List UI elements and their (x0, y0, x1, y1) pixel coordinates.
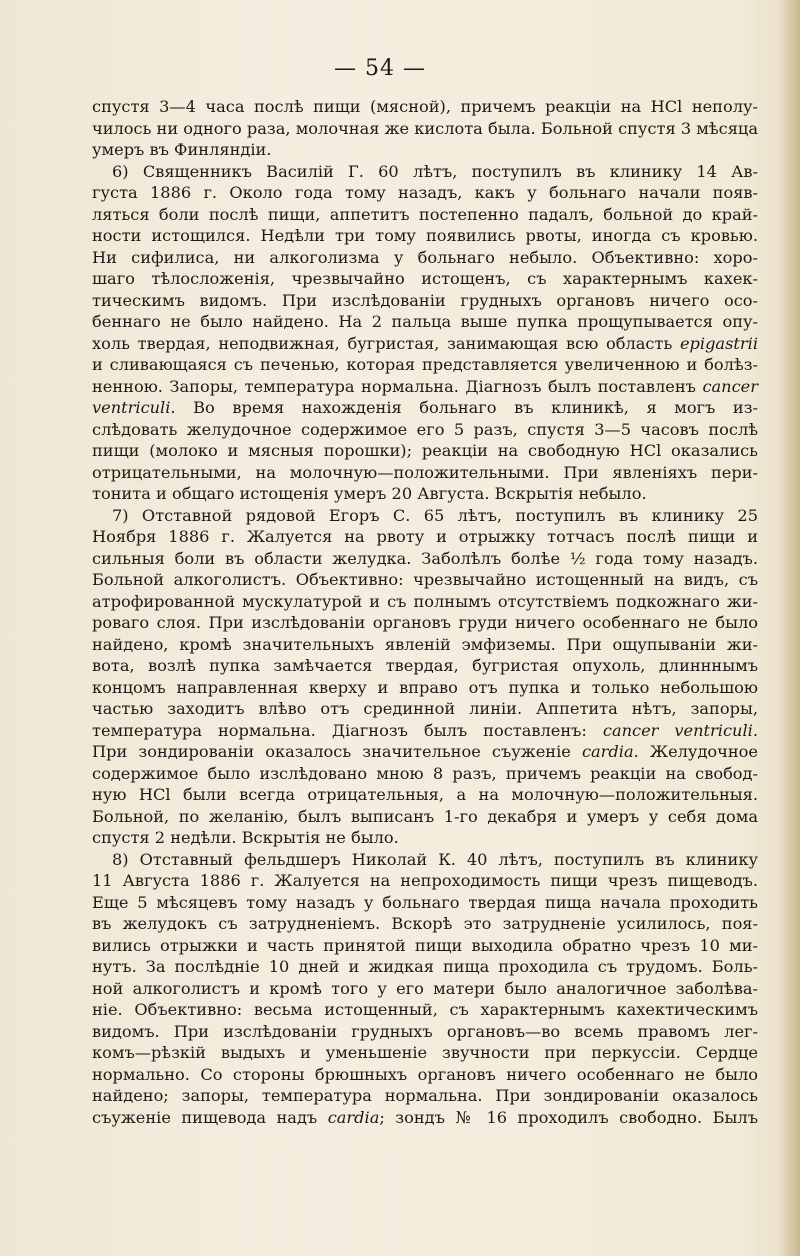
text-line: отрицательными, на молочную—положительными. При явленіяхъ пери- (92, 462, 758, 482)
text-line: вота, возлѣ пупка замѣчается твердая, бугристая опухоль, длинннымъ (92, 656, 758, 675)
page-number: — 54 — (334, 56, 426, 81)
text-line: найдено; запоры, температура нормальна. При зондированіи оказалось (92, 1086, 758, 1105)
text-line: шаго тѣлосложенія, чрезвычайно истощенъ, съ характернымъ кахек- (92, 269, 758, 288)
paragraph (92, 505, 758, 849)
text-line: найдено, кромѣ значительныхъ явленій эмфиземы. При ощупываніи жи- (92, 634, 758, 654)
text-line: Ноября 1886 г. Жалуется на рвоту и отрыжку тотчасъ послѣ пищи и (92, 527, 758, 546)
text-line: видомъ. При изслѣдованіи грудныхъ органовъ—во всемь правомъ лег- (92, 1021, 758, 1041)
text-line: пищи (молоко и мясныя порошки); реакціи на свободную HCl оказались (92, 441, 758, 460)
text-line: густа 1886 г. Около года тому назадъ, какъ у больнаго начали появ- (92, 183, 758, 202)
text-line: въ желудокъ съ затрудненіемъ. Вскорѣ это затрудненіе усилилось, поя- (92, 914, 758, 933)
text-line: частью заходитъ влѣво отъ срединной линіи. Аппетита нѣтъ, запоры, (92, 699, 758, 718)
text-line: беннаго не было найдено. На 2 пальца выше пупка прощупывается опу- (92, 312, 758, 331)
text-line: тонита и общаго истощенія умеръ 20 Августа. Вскрытія небыло. (92, 484, 647, 503)
text-line: нутъ. За послѣдніе 10 дней и жидкая пища проходила съ трудомъ. Боль- (92, 957, 758, 976)
text-line: Еще 5 мѣсяцевъ тому назадъ у больнаго твердая пища начала проходить (92, 892, 758, 912)
text-line: температура нормальна. Діагнозъ былъ поставленъ: cancer ventriculi. (92, 720, 758, 740)
text-line: спустя 3—4 часа послѣ пищи (мясной), причемъ реакціи на HCl неполу- (92, 97, 758, 116)
text-line: ляться боли послѣ пищи, аппетитъ постепенно падалъ, больной до край- (92, 204, 758, 224)
text-line: вились отрыжки и часть принятой пищи выходила обратно чрезъ 10 ми- (92, 935, 758, 955)
paragraph (92, 96, 758, 161)
text-line: ной алкоголистъ и кромѣ того у его матери было аналогичное заболѣва- (92, 978, 758, 998)
text-line: роваго слоя. При изслѣдованіи органовъ груди ничего особеннаго не было (92, 613, 758, 632)
text-line: При зондированіи оказалось значительное съуженіе cardia. Желудочное (92, 742, 758, 761)
text-line: холь твердая, неподвижная, бугристая, занимающая всю область epigastrii (92, 333, 758, 353)
text-line: ненною. Запоры, температура нормальна. Діагнозъ былъ поставленъ cancer (92, 376, 758, 396)
text-line: Ни сифилиса, ни алкоголизма у больнаго небыло. Объективно: хоро- (92, 247, 758, 267)
text-line: 6) Священникъ Василій Г. 60 лѣтъ, поступилъ въ клинику 14 Ав- (112, 161, 758, 181)
text-line: 11 Августа 1886 г. Жалуется на непроходимость пищи чрезъ пищеводъ. (92, 871, 758, 890)
text-line: 7) Отставной рядовой Егоръ С. 65 лѣтъ, поступилъ въ клинику 25 (112, 505, 758, 525)
text-line: ventriculi. Во время нахожденія больнаго въ клиникѣ, я могъ из- (92, 398, 758, 417)
text-line: концомъ направленная кверху и вправо отъ пупка и только небольшою (92, 677, 758, 697)
text-line: сильныя боли въ области желудка. Заболѣлъ болѣе ½ года тому назадъ. (92, 548, 758, 568)
text-line: тическимъ видомъ. При изслѣдованіи грудныхъ органовъ ничего осо- (92, 290, 758, 310)
text-line: ности истощился. Недѣли три тому появились рвоты, иногда съ кровью. (92, 226, 758, 245)
paragraph (92, 849, 758, 1129)
page-edge-shadow (778, 0, 800, 1256)
text-line: атрофированной мускулатурой и съ полнымъ отсутствіемъ подкожнаго жи- (92, 591, 758, 611)
text-line: спустя 2 недѣли. Вскрытія не было. (92, 828, 399, 847)
text-line: ніе. Объективно: весьма истощенный, съ характернымъ кахектическимъ (92, 1000, 758, 1019)
text-line: и сливающаяся съ печенью, которая представляется увеличенною и болѣз- (92, 355, 758, 374)
text-line: содержимое было изслѣдовано мною 8 разъ, причемъ реакціи на свобод- (92, 763, 758, 783)
text-line: Больной, по желанію, былъ выписанъ 1-го декабря и умеръ у себя дома (92, 806, 758, 826)
text-line: слѣдовать желудочное содержимое его 5 разъ, спустя 3—5 часовъ послѣ (92, 419, 758, 439)
paragraph (92, 161, 758, 505)
text-line: комъ—рѣзкій выдыхъ и уменьшеніе звучности при перкуссіи. Сердце (92, 1043, 758, 1062)
text-line: умеръ въ Финляндіи. (92, 140, 272, 159)
text-line: съуженіе пищевода надъ cardia; зондъ № 16 проходилъ свободно. Былъ (92, 1107, 758, 1127)
text-line: чилось ни одного раза, молочная же кислота была. Больной спустя 3 мѣсяца (92, 118, 758, 138)
text-line: 8) Отставный фельдшеръ Николай К. 40 лѣтъ, поступилъ въ клинику (112, 849, 758, 869)
text-line: нормально. Со стороны брюшныхъ органовъ ничего особеннаго не было (92, 1064, 758, 1084)
text-line: ную HCl были всегда отрицательныя, а на молочную—положительныя. (92, 785, 758, 804)
text-line: Больной алкоголистъ. Объективно: чрезвычайно истощенный на видъ, съ (92, 570, 758, 589)
document-body (92, 96, 758, 1128)
